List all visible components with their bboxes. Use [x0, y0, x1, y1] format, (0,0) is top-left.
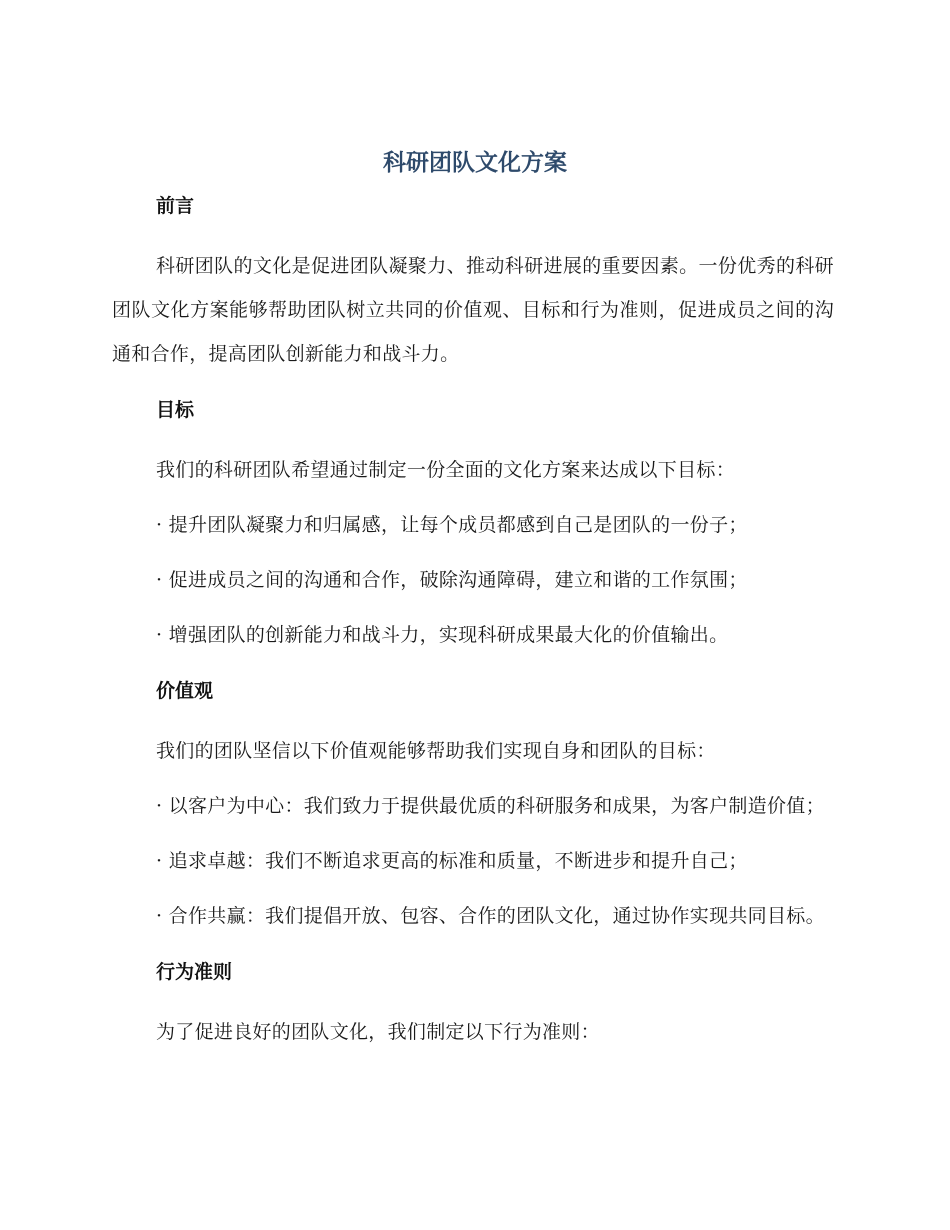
values-intro-paragraph: 我们的团队坚信以下价值观能够帮助我们实现自身和团队的目标： — [156, 740, 716, 762]
section-heading-goals: 目标 — [156, 399, 195, 421]
section-heading-values: 价值观 — [156, 680, 214, 702]
section-heading-conduct: 行为准则 — [156, 961, 233, 983]
values-bullet-item: · 以客户为中心：我们致力于提供最优质的科研服务和成果，为客户制造价值； — [156, 795, 825, 817]
values-bullet-item: · 合作共赢：我们提倡开放、包容、合作的团队文化，通过协作实现共同目标。 — [156, 905, 825, 927]
conduct-intro-paragraph: 为了促进良好的团队文化，我们制定以下行为准则： — [156, 1021, 600, 1043]
section-heading-preface: 前言 — [156, 195, 195, 217]
goals-bullet-item: · 增强团队的创新能力和战斗力，实现科研成果最大化的价值输出。 — [156, 624, 729, 646]
goals-bullet-item: · 促进成员之间的沟通和合作，破除沟通障碍，建立和谐的工作氛围； — [156, 569, 748, 591]
goals-intro-paragraph: 我们的科研团队希望通过制定一份全面的文化方案来达成以下目标： — [156, 459, 736, 481]
document-body — [112, 190, 834, 1054]
values-bullet-item: · 追求卓越：我们不断追求更高的标准和质量，不断进步和提升自己； — [156, 850, 748, 872]
preface-paragraph: 科研团队的文化是促进团队凝聚力、推动科研进展的重要因素。一份优秀的科研团队文化方案能够帮助团队树立共同的价值观、目标和行为准则，促进成员之间的沟通和合作，提高团队创新能力和战斗力。 — [112, 255, 834, 365]
document-title: 科研团队文化方案 — [383, 150, 567, 176]
goals-bullet-item: · 提升团队凝聚力和归属感，让每个成员都感到自己是团队的一份子； — [156, 514, 748, 536]
